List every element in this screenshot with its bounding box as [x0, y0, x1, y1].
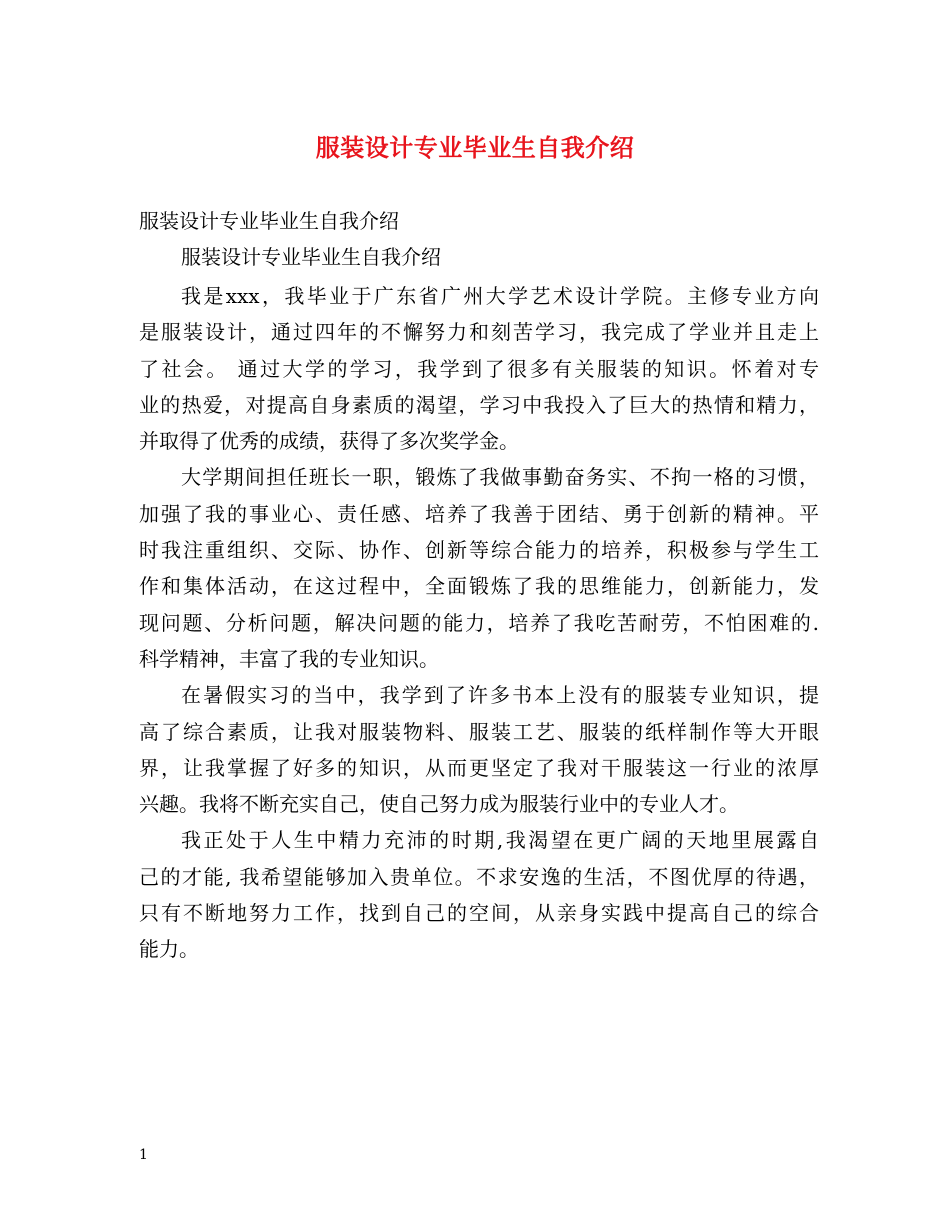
text-line: 界，让我掌握了好多的知识，从而更坚定了我对干服装这一行业的浓厚 [139, 755, 819, 780]
text-line: 高了综合素质，让我对服装物料、服装工艺、服装的纸样制作等大开眼 [139, 719, 819, 744]
text-line: 是服装设计，通过四年的不懈努力和刻苦学习，我完成了学业并且走上 [139, 320, 819, 345]
document-title: 服装设计专业毕业生自我介绍 [315, 133, 635, 162]
page-number: 1 [139, 1147, 148, 1163]
document-subtitle-indented: 服装设计专业毕业生自我介绍 [181, 245, 441, 269]
text-line: 并取得了优秀的成绩，获得了多次奖学金。 [139, 429, 519, 454]
paragraph-aspiration [139, 822, 819, 967]
text-line: 业的热爱，对提高自身素质的渴望，学习中我投入了巨大的热情和精力， [139, 392, 819, 417]
text-line: 作和集体活动，在这过程中，全面锻炼了我的思维能力，创新能力，发 [139, 574, 819, 599]
paragraph-internship [139, 677, 819, 822]
text-line: 大学期间担任班长一职，锻炼了我做事勤奋务实、不拘一格的习惯， [181, 465, 819, 490]
document-subtitle: 服装设计专业毕业生自我介绍 [139, 209, 399, 233]
text-line: 兴趣。我将不断充实自己，使自己努力成为服装行业中的专业人才。 [139, 792, 739, 817]
text-line: 科学精神，丰富了我的专业知识。 [139, 646, 439, 671]
paragraph-introduction [139, 278, 819, 459]
text-line: 只有不断地努力工作，找到自己的空间，从亲身实践中提高自己的综合 [139, 901, 819, 926]
text-line: 在暑假实习的当中，我学到了许多书本上没有的服装专业知识，提 [181, 683, 819, 708]
text-line: 现问题、分析问题，解决问题的能力，培养了我吃苦耐劳，不怕困难的. [139, 610, 819, 635]
text-line: 了社会。 通过大学的学习，我学到了很多有关服装的知识。怀着对专 [139, 356, 819, 381]
document-body [139, 278, 819, 968]
text-line: 加强了我的事业心、责任感、培养了我善于团结、勇于创新的精神。平 [139, 501, 819, 526]
text-line: 能力。 [139, 937, 199, 962]
paragraph-university [139, 459, 819, 677]
text-line: 我是xxx，我毕业于广东省广州大学艺术设计学院。主修专业方向 [181, 284, 819, 308]
text-line: 我正处于人生中精力充沛的时期,我渴望在更广阔的天地里展露自 [181, 828, 819, 853]
text-line: 己的才能, 我希望能够加入贵单位。不求安逸的生活，不图优厚的待遇， [139, 864, 819, 889]
text-line: 时我注重组织、交际、协作、创新等综合能力的培养，积极参与学生工 [139, 538, 819, 563]
